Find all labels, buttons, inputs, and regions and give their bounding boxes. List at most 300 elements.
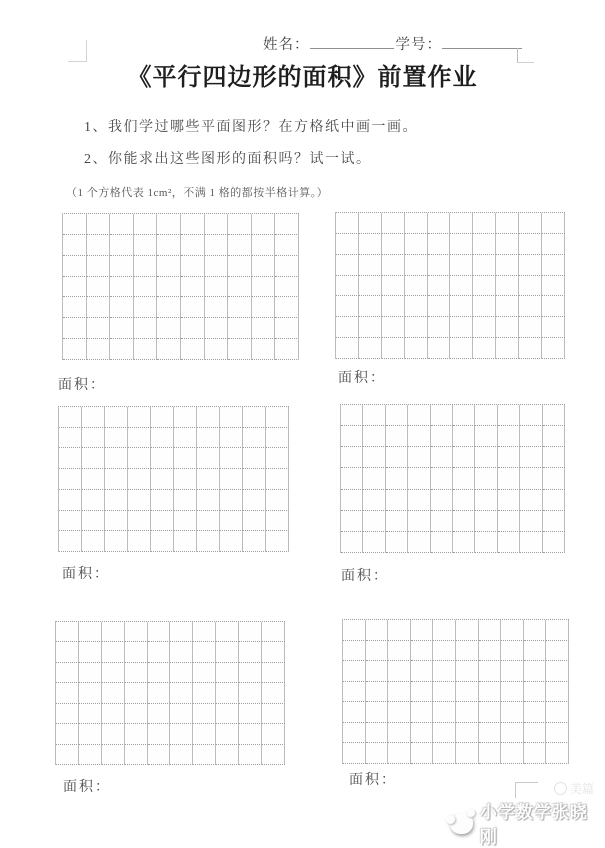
grid-cell <box>134 339 158 360</box>
name-label: 姓名： <box>263 37 310 53</box>
grid-paper-1[interactable] <box>62 213 299 360</box>
grid-cell <box>388 661 411 682</box>
grid-cell <box>193 683 216 703</box>
question-2: 2、你能求出这些图形的面积吗？试一试。 <box>84 152 372 167</box>
grid-cell <box>174 448 197 469</box>
grid-cell <box>87 297 111 318</box>
grid-cell <box>411 620 434 641</box>
grid-cell <box>433 682 456 703</box>
grid-cell <box>498 447 520 468</box>
grid-cell <box>87 339 111 360</box>
grid-cell <box>110 214 134 235</box>
grid-cell <box>475 511 497 532</box>
grid-cell <box>243 448 266 469</box>
grid-cell <box>157 214 181 235</box>
grid-cell <box>519 255 542 276</box>
grid-cell <box>428 338 451 359</box>
grid-cell <box>546 743 569 764</box>
student-id-label: 学号： <box>395 37 442 53</box>
grid-cell <box>243 407 266 428</box>
grid-cell <box>543 532 565 553</box>
grid-cell <box>125 642 148 662</box>
grid-cell <box>105 531 128 552</box>
grid-cell <box>524 702 547 723</box>
grid-cell <box>151 511 174 532</box>
grid-cell <box>433 702 456 723</box>
grid-cell <box>520 468 542 489</box>
grid-cell <box>496 317 519 338</box>
grid-cell <box>501 620 524 641</box>
grid-cell <box>193 745 216 765</box>
grid-cell <box>382 276 405 297</box>
grid-cell <box>366 661 389 682</box>
grid-cell <box>405 276 428 297</box>
grid-cell <box>405 234 428 255</box>
grid-cell <box>125 622 148 642</box>
grid-cell <box>453 447 475 468</box>
grid-cell <box>102 642 125 662</box>
grid-cell <box>170 724 193 744</box>
grid-cell <box>243 490 266 511</box>
grid-cell <box>405 317 428 338</box>
grid-cell <box>134 297 158 318</box>
grid-paper-5[interactable] <box>55 621 285 765</box>
grid-cell <box>479 641 502 662</box>
grid-cell <box>386 447 408 468</box>
grid-cell <box>498 511 520 532</box>
grid-cell <box>243 428 266 449</box>
grid-cell <box>524 743 547 764</box>
meipian-watermark-text: 美篇 <box>570 782 595 796</box>
grid-cell <box>543 405 565 426</box>
grid-cell <box>110 297 134 318</box>
grid-cell <box>408 426 430 447</box>
grid-cell <box>82 448 105 469</box>
grid-cell <box>341 511 363 532</box>
grid-cell <box>473 255 496 276</box>
grid-cell <box>63 235 87 256</box>
area-label-3: 面积： <box>62 567 110 582</box>
grid-cell <box>408 532 430 553</box>
grid-cell <box>546 641 569 662</box>
grid-cell <box>496 255 519 276</box>
grid-cell <box>456 682 479 703</box>
grid-cell <box>453 511 475 532</box>
grid-cell <box>102 704 125 724</box>
grid-cell <box>366 620 389 641</box>
grid-cell <box>475 447 497 468</box>
author-watermark-text: 小学数学张晓刚 <box>479 803 588 847</box>
grid-cell <box>252 256 276 277</box>
grid-cell <box>341 468 363 489</box>
grid-cell <box>252 318 276 339</box>
grid-cell <box>519 317 542 338</box>
grid-cell <box>343 682 366 703</box>
grid-cell <box>359 255 382 276</box>
grid-cell <box>243 531 266 552</box>
grid-cell <box>343 661 366 682</box>
grid-cell <box>56 663 79 683</box>
grid-cell <box>359 317 382 338</box>
grid-cell <box>363 447 385 468</box>
grid-cell <box>479 682 502 703</box>
grid-cell <box>174 469 197 490</box>
grid-cell <box>363 532 385 553</box>
grid-cell <box>473 338 496 359</box>
grid-cell <box>157 297 181 318</box>
grid-cell <box>105 511 128 532</box>
grid-cell <box>473 234 496 255</box>
grid-cell <box>174 428 197 449</box>
grid-cell <box>82 428 105 449</box>
grid-cell <box>275 214 299 235</box>
grid-cell <box>228 339 252 360</box>
grid-cell <box>181 214 205 235</box>
grid-cell <box>405 255 428 276</box>
area-label-6: 面积： <box>349 773 397 788</box>
grid-cell <box>220 469 243 490</box>
grid-cell <box>388 620 411 641</box>
grid-cell <box>82 407 105 428</box>
grid-cell <box>239 724 262 744</box>
grid-cell <box>63 297 87 318</box>
grid-cell <box>56 724 79 744</box>
grid-cell <box>453 468 475 489</box>
grid-cell <box>336 234 359 255</box>
grid-cell <box>275 256 299 277</box>
grid-cell <box>524 682 547 703</box>
grid-cell <box>366 743 389 764</box>
grid-cell <box>524 661 547 682</box>
grid-cell <box>359 338 382 359</box>
grid-cell <box>63 214 87 235</box>
grid-cell <box>382 234 405 255</box>
grid-cell <box>479 743 502 764</box>
grid-cell <box>498 468 520 489</box>
author-logo-icon <box>450 813 473 834</box>
grid-cell <box>520 490 542 511</box>
grid-cell <box>382 296 405 317</box>
grid-cell <box>336 317 359 338</box>
grid-cell <box>128 407 151 428</box>
grid-cell <box>343 641 366 662</box>
grid-cell <box>543 447 565 468</box>
grid-cell <box>473 296 496 317</box>
grid-cell <box>433 641 456 662</box>
grid-unit-note: （1 个方格代表 1cm²，不满 1 格的都按半格计算。） <box>66 187 329 199</box>
grid-cell <box>542 276 565 297</box>
grid-cell <box>193 622 216 642</box>
grid-cell <box>479 723 502 744</box>
grid-cell <box>363 511 385 532</box>
grid-cell <box>475 490 497 511</box>
grid-cell <box>125 745 148 765</box>
grid-cell <box>456 661 479 682</box>
grid-cell <box>262 724 285 744</box>
grid-cell <box>197 407 220 428</box>
grid-cell <box>428 234 451 255</box>
grid-cell <box>520 511 542 532</box>
grid-cell <box>542 255 565 276</box>
grid-cell <box>431 511 453 532</box>
grid-cell <box>341 426 363 447</box>
grid-cell <box>87 277 111 298</box>
grid-cell <box>456 702 479 723</box>
grid-cell <box>431 426 453 447</box>
grid-cell <box>193 704 216 724</box>
grid-cell <box>386 511 408 532</box>
grid-cell <box>59 511 82 532</box>
grid-cell <box>428 255 451 276</box>
grid-cell <box>220 531 243 552</box>
grid-cell <box>501 723 524 744</box>
grid-cell <box>87 318 111 339</box>
grid-cell <box>125 683 148 703</box>
grid-cell <box>405 296 428 317</box>
grid-cell <box>336 276 359 297</box>
grid-cell <box>359 276 382 297</box>
grid-cell <box>386 405 408 426</box>
question-1: 1、我们学过哪些平面图形？在方格纸中画一画。 <box>84 120 418 135</box>
grid-cell <box>87 256 111 277</box>
grid-cell <box>134 235 158 256</box>
grid-cell <box>181 256 205 277</box>
grid-cell <box>411 743 434 764</box>
grid-paper-4[interactable] <box>340 404 565 553</box>
grid-cell <box>456 620 479 641</box>
grid-cell <box>151 490 174 511</box>
grid-cell <box>128 531 151 552</box>
grid-cell <box>148 683 171 703</box>
grid-cell <box>228 318 252 339</box>
grid-cell <box>110 318 134 339</box>
grid-cell <box>220 428 243 449</box>
grid-cell <box>220 511 243 532</box>
grid-cell <box>79 683 102 703</box>
grid-cell <box>275 339 299 360</box>
grid-cell <box>386 532 408 553</box>
grid-cell <box>386 468 408 489</box>
grid-cell <box>205 297 229 318</box>
grid-cell <box>82 469 105 490</box>
header-fields <box>263 33 522 54</box>
grid-cell <box>220 448 243 469</box>
grid-cell <box>543 490 565 511</box>
grid-cell <box>359 234 382 255</box>
grid-cell <box>216 745 239 765</box>
grid-cell <box>496 213 519 234</box>
grid-paper-6[interactable] <box>342 619 569 764</box>
grid-cell <box>148 745 171 765</box>
grid-cell <box>542 213 565 234</box>
grid-cell <box>174 511 197 532</box>
grid-cell <box>519 296 542 317</box>
grid-cell <box>473 276 496 297</box>
grid-cell <box>266 490 289 511</box>
grid-cell <box>79 724 102 744</box>
grid-cell <box>546 620 569 641</box>
grid-cell <box>405 213 428 234</box>
grid-cell <box>151 531 174 552</box>
grid-cell <box>102 724 125 744</box>
grid-cell <box>216 724 239 744</box>
grid-cell <box>59 469 82 490</box>
grid-cell <box>134 318 158 339</box>
grid-cell <box>501 743 524 764</box>
grid-cell <box>473 317 496 338</box>
grid-paper-3[interactable] <box>58 406 289 552</box>
meipian-watermark <box>554 780 594 797</box>
grid-cell <box>105 490 128 511</box>
grid-cell <box>102 663 125 683</box>
grid-cell <box>228 297 252 318</box>
grid-cell <box>450 296 473 317</box>
grid-cell <box>382 213 405 234</box>
grid-cell <box>366 702 389 723</box>
grid-cell <box>408 447 430 468</box>
student-id-input-line[interactable] <box>442 35 522 49</box>
grid-cell <box>475 426 497 447</box>
grid-cell <box>428 296 451 317</box>
grid-cell <box>105 469 128 490</box>
grid-cell <box>193 724 216 744</box>
grid-cell <box>542 317 565 338</box>
grid-cell <box>411 723 434 744</box>
grid-cell <box>205 214 229 235</box>
grid-cell <box>524 641 547 662</box>
grid-cell <box>275 318 299 339</box>
grid-cell <box>542 338 565 359</box>
grid-cell <box>105 448 128 469</box>
grid-cell <box>262 642 285 662</box>
grid-cell <box>501 702 524 723</box>
grid-cell <box>181 339 205 360</box>
grid-cell <box>148 704 171 724</box>
grid-cell <box>79 622 102 642</box>
grid-cell <box>148 642 171 662</box>
grid-cell <box>128 428 151 449</box>
grid-cell <box>450 276 473 297</box>
grid-cell <box>453 426 475 447</box>
grid-cell <box>151 469 174 490</box>
grid-cell <box>56 683 79 703</box>
grid-cell <box>479 702 502 723</box>
grid-cell <box>134 256 158 277</box>
grid-cell <box>475 468 497 489</box>
grid-cell <box>125 704 148 724</box>
grid-cell <box>501 661 524 682</box>
grid-cell <box>228 277 252 298</box>
grid-cell <box>543 511 565 532</box>
grid-cell <box>266 469 289 490</box>
grid-cell <box>216 622 239 642</box>
grid-cell <box>519 234 542 255</box>
grid-cell <box>110 339 134 360</box>
grid-cell <box>456 743 479 764</box>
grid-cell <box>205 318 229 339</box>
grid-cell <box>79 745 102 765</box>
grid-cell <box>546 723 569 744</box>
grid-cell <box>450 213 473 234</box>
grid-cell <box>388 702 411 723</box>
grid-cell <box>453 405 475 426</box>
grid-cell <box>542 234 565 255</box>
grid-cell <box>520 405 542 426</box>
grid-cell <box>205 339 229 360</box>
grid-cell <box>543 426 565 447</box>
grid-cell <box>151 448 174 469</box>
grid-cell <box>157 235 181 256</box>
grid-cell <box>388 743 411 764</box>
grid-cell <box>128 490 151 511</box>
grid-cell <box>59 490 82 511</box>
grid-cell <box>170 663 193 683</box>
grid-cell <box>359 213 382 234</box>
grid-cell <box>498 426 520 447</box>
grid-cell <box>343 620 366 641</box>
grid-cell <box>239 745 262 765</box>
grid-cell <box>453 490 475 511</box>
grid-cell <box>519 276 542 297</box>
grid-cell <box>341 405 363 426</box>
grid-cell <box>134 277 158 298</box>
grid-cell <box>63 256 87 277</box>
grid-cell <box>197 428 220 449</box>
grid-cell <box>386 426 408 447</box>
grid-cell <box>519 338 542 359</box>
grid-cell <box>193 663 216 683</box>
text-boundary-corner-bottom-right <box>515 782 538 798</box>
grid-cell <box>388 682 411 703</box>
grid-cell <box>102 745 125 765</box>
grid-cell <box>170 704 193 724</box>
worksheet-title: 《平行四边形的面积》前置作业 <box>127 64 478 91</box>
grid-cell <box>239 704 262 724</box>
grid-cell <box>341 532 363 553</box>
grid-cell <box>181 235 205 256</box>
grid-cell <box>496 296 519 317</box>
grid-cell <box>520 447 542 468</box>
grid-cell <box>239 642 262 662</box>
grid-cell <box>519 213 542 234</box>
grid-cell <box>134 214 158 235</box>
name-input-line[interactable] <box>310 35 394 49</box>
grid-paper-2[interactable] <box>335 212 565 359</box>
grid-cell <box>197 448 220 469</box>
grid-cell <box>102 622 125 642</box>
grid-cell <box>239 663 262 683</box>
grid-cell <box>252 297 276 318</box>
grid-cell <box>216 704 239 724</box>
grid-cell <box>87 235 111 256</box>
grid-cell <box>262 663 285 683</box>
grid-cell <box>59 531 82 552</box>
grid-cell <box>546 682 569 703</box>
grid-cell <box>433 661 456 682</box>
grid-cell <box>498 405 520 426</box>
grid-cell <box>408 468 430 489</box>
grid-cell <box>431 447 453 468</box>
grid-cell <box>411 661 434 682</box>
grid-cell <box>228 256 252 277</box>
grid-cell <box>473 213 496 234</box>
grid-cell <box>148 663 171 683</box>
grid-cell <box>243 511 266 532</box>
grid-cell <box>157 256 181 277</box>
grid-cell <box>411 702 434 723</box>
grid-cell <box>411 641 434 662</box>
grid-cell <box>453 532 475 553</box>
